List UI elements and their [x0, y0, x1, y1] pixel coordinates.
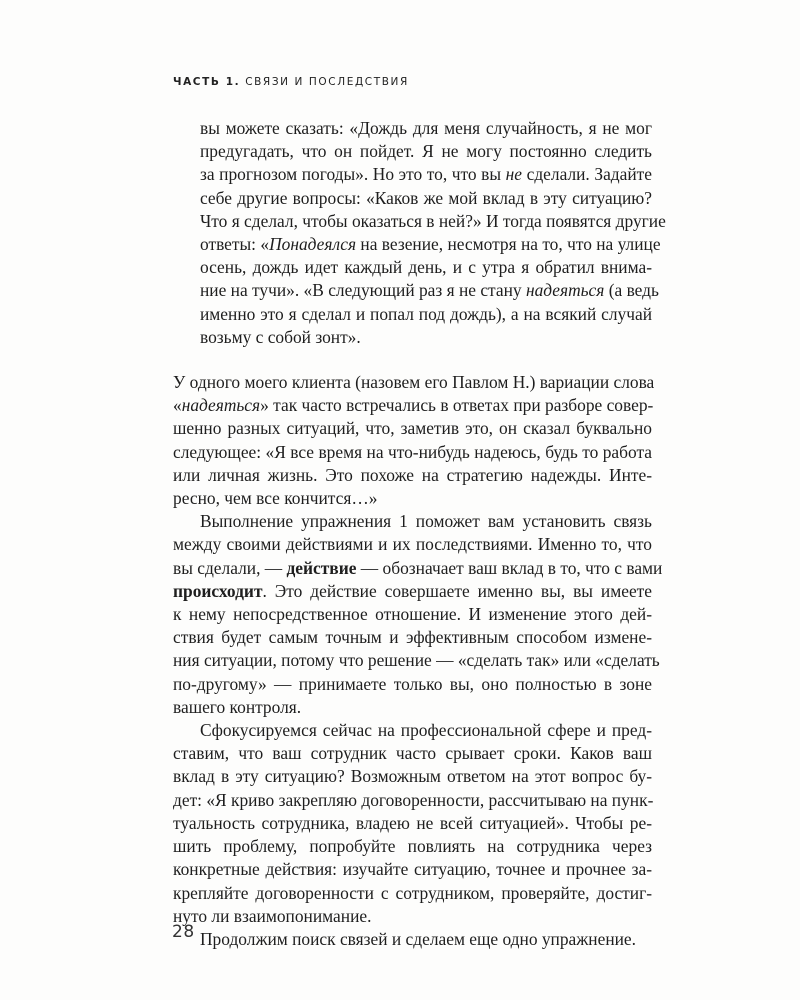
text-line: крепляйте договоренности с сотрудником, проверяйте, достиг- — [173, 882, 652, 903]
text-line: возьму с собой зонт». — [200, 326, 361, 347]
bold-term: действие — [286, 557, 357, 578]
emphasis: Понадеялся — [269, 234, 357, 255]
block-gap — [173, 349, 652, 371]
running-head — [173, 76, 409, 88]
text-line: осень, дождь идет каждый день, и с утра я обратил внима- — [200, 257, 652, 278]
text-line: Продолжим поиск связей и сделаем еще одно упражнение. — [200, 928, 636, 949]
text-line: к нему непосредственное отношение. И изменение этого дей- — [173, 604, 652, 625]
text-line: за прогнозом погоды». Но это то, что вы не сделали. Задайте — [200, 164, 652, 185]
bold-term: происходит — [173, 580, 263, 601]
emphasis: не — [505, 164, 523, 185]
page-body — [173, 117, 666, 951]
text-line: «надеяться» так часто встречались в ответах при разборе совер- — [173, 395, 654, 416]
text-line: между своими действиями и их последствиями. Именно то, что — [173, 534, 652, 555]
text-line: вашего контроля. — [173, 696, 302, 717]
text-line: нуто ли взаимопонимание. — [173, 905, 372, 926]
text-line: происходит. Это действие совершаете именно вы, вы имеете — [173, 580, 652, 601]
text-line: вы сделали, — действие — обозначает ваш вклад в то, что с вами — [173, 557, 663, 578]
text-line: У одного моего клиента (назовем его Павлом Н.) вариации слова — [173, 372, 655, 393]
text-line: туальность сотрудника, владею не всей ситуацией». Чтобы ре- — [173, 812, 652, 833]
quote-block — [200, 117, 666, 349]
text-line: конкретные действия: изучайте ситуацию, точнее и прочнее за- — [173, 859, 652, 880]
paragraph — [173, 719, 652, 928]
text-line: вклад в эту ситуацию? Возможным ответом на этот вопрос бу- — [173, 766, 652, 787]
paragraph — [173, 510, 663, 719]
text-line: себе другие вопросы: «Каков же мой вклад в эту ситуацию? — [200, 187, 652, 208]
text-line: ствия будет самым точным и эффективным способом измене- — [173, 627, 652, 648]
text-line: Выполнение упражнения 1 поможет вам установить связь — [200, 511, 652, 532]
text-line: шенно разных ситуаций, что, заметив это, он сказал буквально — [173, 418, 652, 439]
running-head-title: СВЯЗИ И ПОСЛЕДСТВИЯ — [245, 76, 409, 88]
emphasis: надеяться — [525, 280, 605, 301]
paragraph — [173, 371, 655, 510]
text-line: вы можете сказать: «Дождь для меня случайность, я не мог — [200, 118, 652, 138]
running-head-part: ЧАСТЬ 1. — [173, 76, 241, 88]
text-line: Сфокусируемся сейчас на профессиональной сфере и пред- — [200, 720, 652, 741]
paragraph — [173, 928, 652, 951]
text-line: или личная жизнь. Это похоже на стратегию надежды. Инте- — [173, 464, 652, 485]
text-line: предугадать, что он пойдет. Я не могу постоянно следить — [200, 141, 652, 162]
text-line: ния ситуации, потому что решение — «сделать так» или «сделать — [173, 650, 660, 671]
text-line: шить проблему, попробуйте повлиять на сотрудника через — [173, 836, 652, 857]
page-number: 28 — [172, 922, 195, 942]
text-line: ресно, чем все кончится…» — [173, 488, 378, 509]
text-line: ние на тучи». «В следующий раз я не стану надеяться (а ведь — [200, 280, 659, 301]
text-line: дет: «Я криво закрепляю договоренности, рассчитываю на пунк- — [173, 789, 654, 810]
text-line: ставим, что ваш сотрудник часто срывает сроки. Каков ваш — [173, 743, 652, 764]
text-line: следующее: «Я все время на что-нибудь надеюсь, будь то работа — [173, 441, 652, 462]
text-line: именно это я сделал и попал под дождь), а на всякий случай — [200, 303, 652, 324]
text-line: по-другому» — принимаете только вы, оно полностью в зоне — [173, 673, 652, 694]
text-line: Что я сделал, чтобы оказаться в ней?» И тогда появятся другие — [200, 210, 666, 231]
text-line: ответы: «Понадеялся на везение, несмотря на то, что на улице — [200, 234, 661, 255]
emphasis: надеяться — [181, 395, 261, 416]
